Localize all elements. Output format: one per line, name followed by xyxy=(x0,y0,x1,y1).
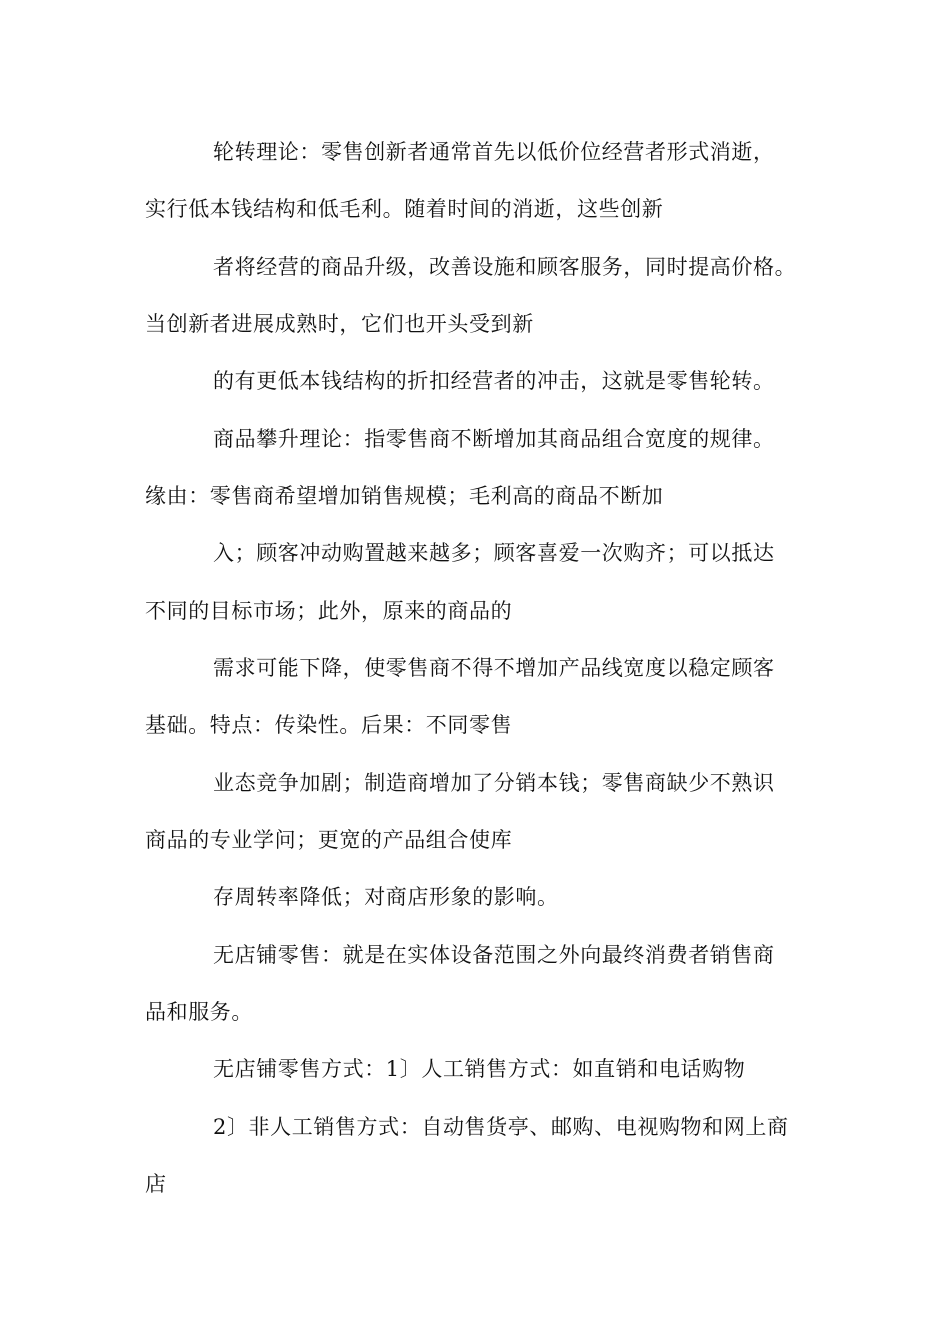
text-line: 不同的目标市场；此外，原来的商品的 xyxy=(145,599,513,623)
text-line: 缘由：零售商希望增加销售规模；毛利高的商品不断加 xyxy=(145,484,664,508)
text-line: 商品攀升理论：指零售商不断增加其商品组合宽度的规律。 xyxy=(213,427,775,451)
text-line: 存周转率降低；对商店形象的影响。 xyxy=(213,885,559,909)
text-line: 无店铺零售：就是在实体设备范围之外向最终消费者销售商 xyxy=(213,943,775,967)
text-line: 品和服务。 xyxy=(145,1000,253,1024)
text-line: 2〕非人工销售方式：自动售货亭、邮购、电视购物和网上商 xyxy=(213,1115,789,1139)
text-line: 当创新者进展成熟时，它们也开头受到新 xyxy=(145,312,534,336)
text-line: 入；顾客冲动购置越来越多；顾客喜爱一次购齐；可以抵达 xyxy=(213,541,775,565)
text-line: 无店铺零售方式：1〕人工销售方式：如直销和电话购物 xyxy=(213,1057,746,1081)
text-line: 需求可能下降，使零售商不得不增加产品线宽度以稳定顾客 xyxy=(213,656,775,680)
text-line: 基础。特点：传染性。后果：不同零售 xyxy=(145,713,513,737)
text-line: 者将经营的商品升级，改善设施和顾客服务，同时提高价格。 xyxy=(213,255,797,279)
text-line: 商品的专业学问；更宽的产品组合使库 xyxy=(145,828,513,852)
text-line: 业态竞争加剧；制造商增加了分销本钱；零售商缺少不熟识 xyxy=(213,771,775,795)
text-line: 实行低本钱结构和低毛利。随着时间的消逝，这些创新 xyxy=(145,197,664,221)
text-line: 的有更低本钱结构的折扣经营者的冲击，这就是零售轮转。 xyxy=(213,369,775,393)
text-line: 轮转理论：零售创新者通常首先以低价位经营者形式消逝， xyxy=(213,140,775,164)
text-line: 店 xyxy=(145,1172,167,1196)
